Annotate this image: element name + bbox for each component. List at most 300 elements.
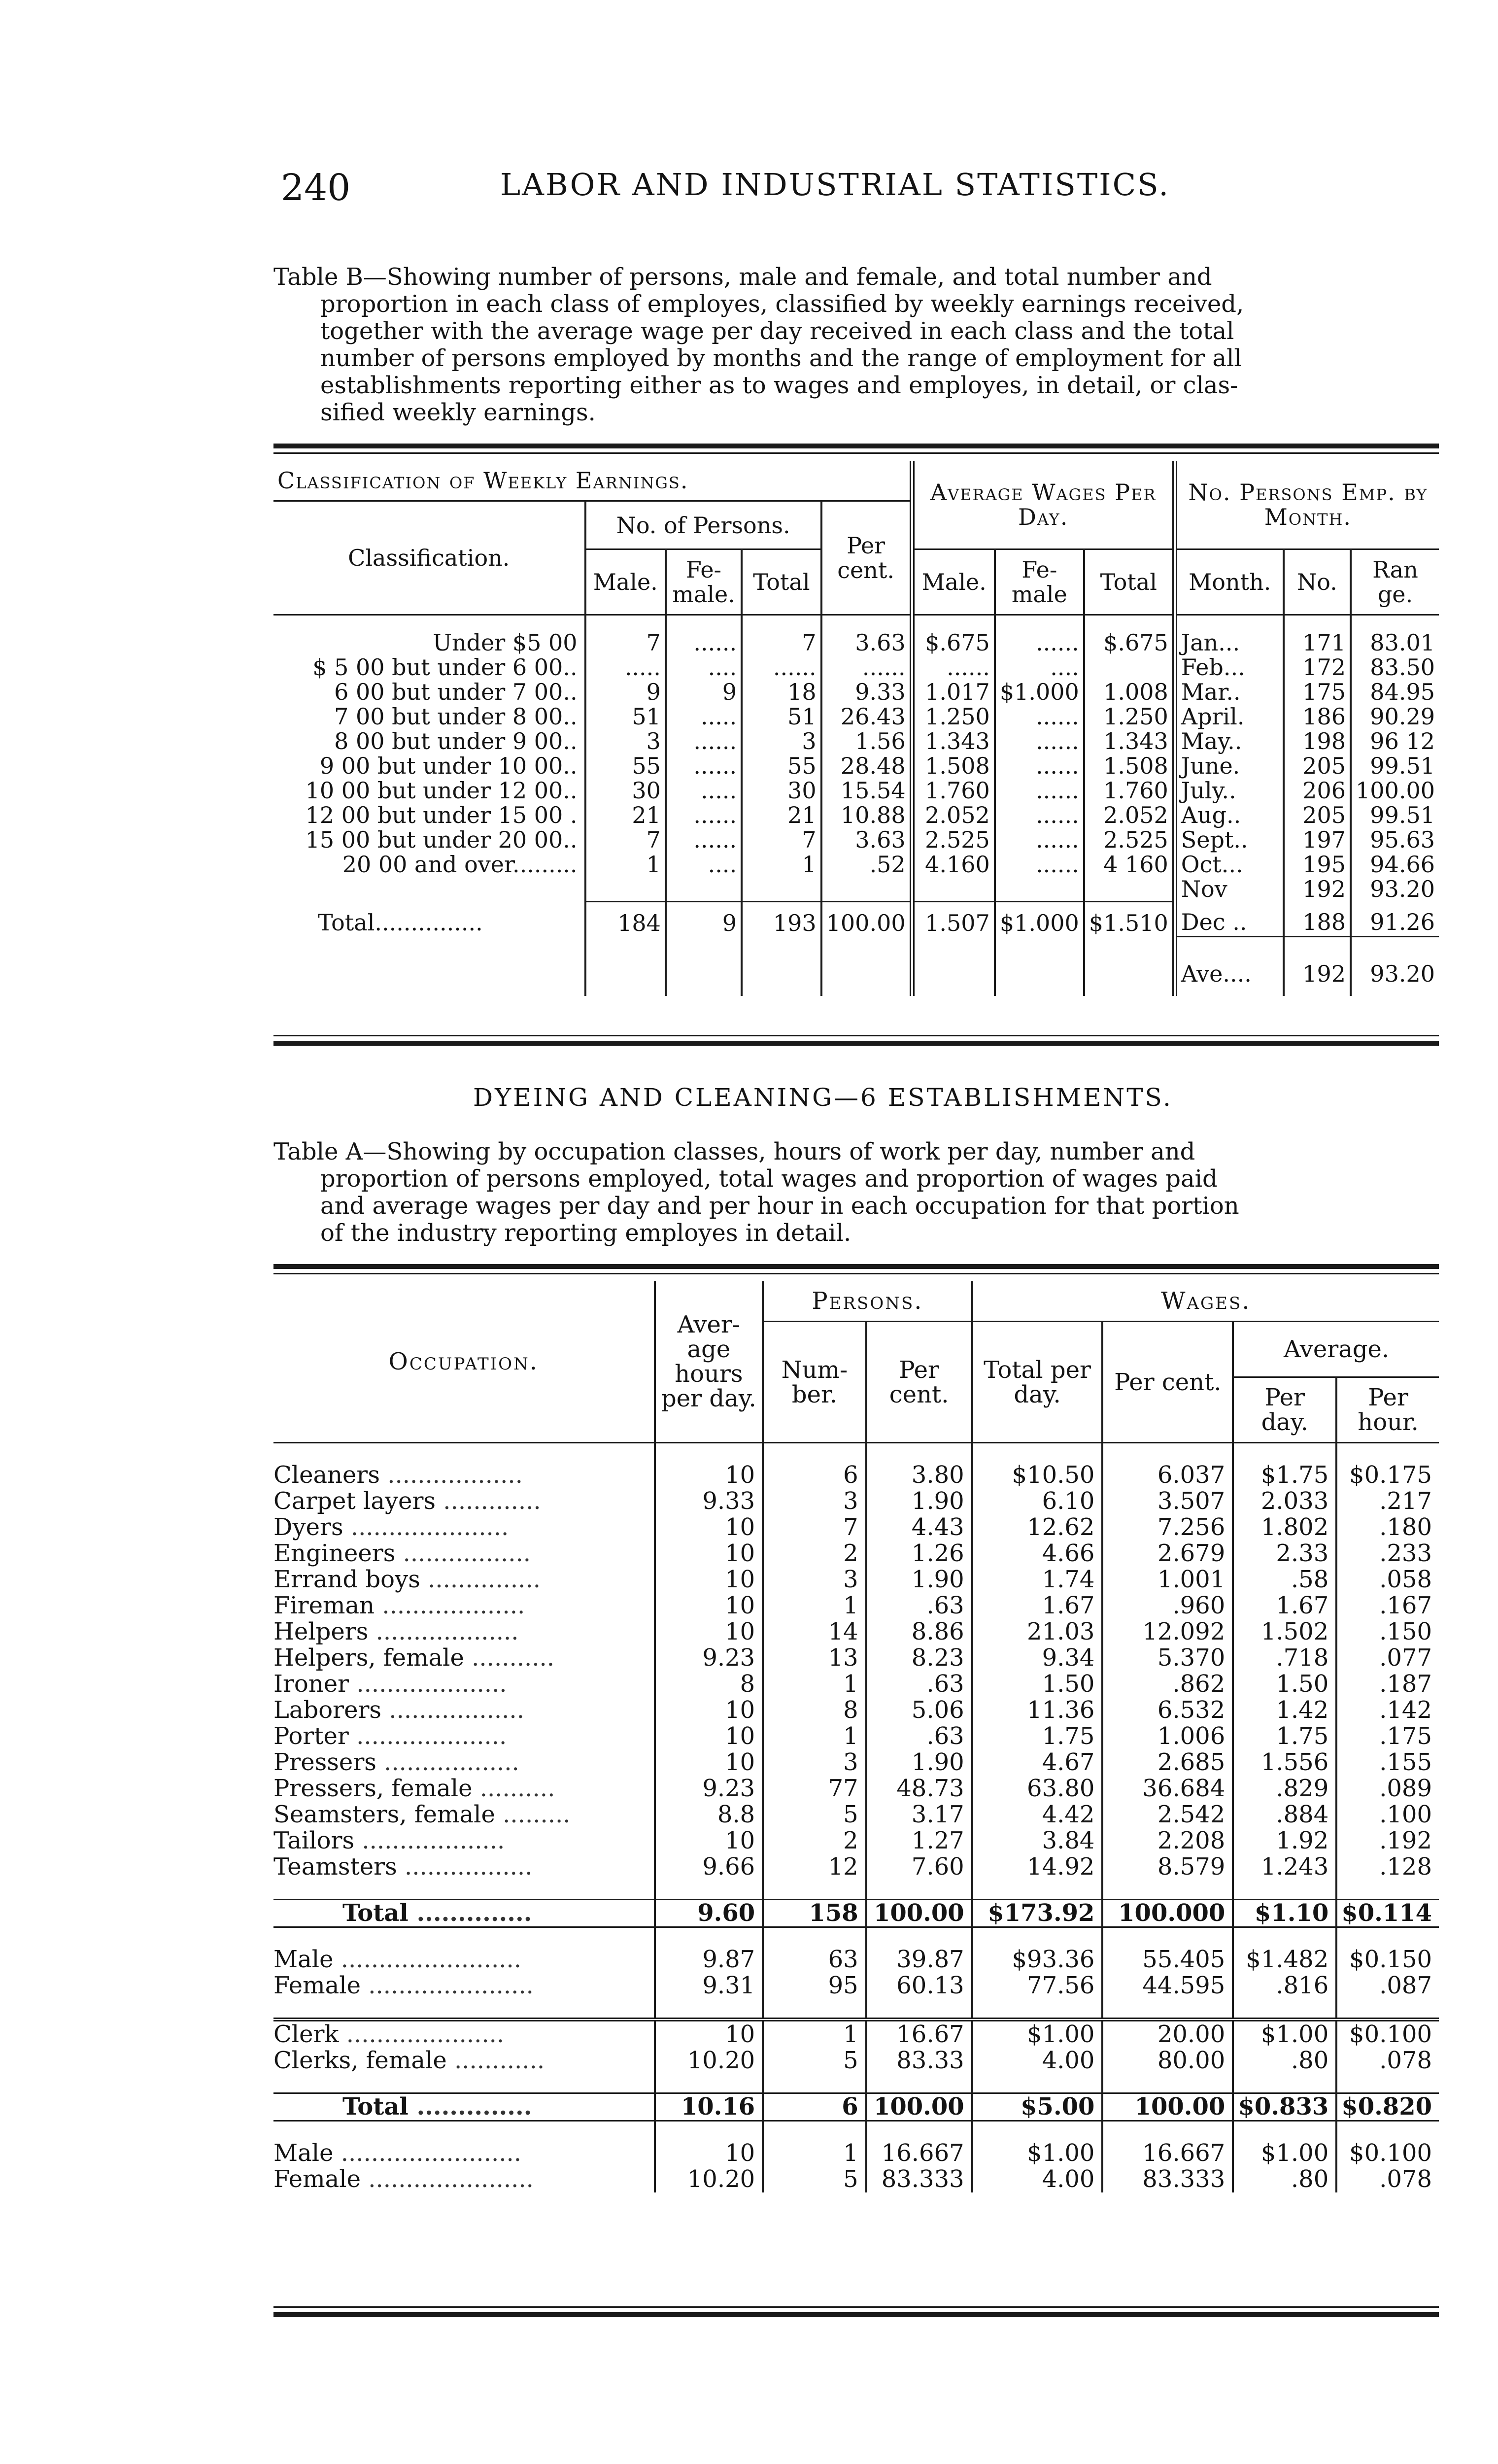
spacer-row [273, 2074, 1439, 2093]
dot-leader: ........................ [333, 1946, 521, 1973]
avg-female-cell: ...... [995, 753, 1084, 778]
occupation-cell [273, 2166, 655, 2192]
occupation-cell [273, 1723, 655, 1749]
per-hour-cell: .233 [1336, 1540, 1439, 1567]
avg-male-header: Male. [912, 549, 995, 615]
occupation-label: Clerk [273, 2020, 339, 2048]
table-row [273, 1488, 1439, 1514]
total-cell: 55 [742, 753, 821, 778]
per-hour-cell: .175 [1336, 1723, 1439, 1749]
dot-leader: ..................... [343, 1513, 509, 1541]
wages-per-cent-header: Per cent. [1102, 1322, 1233, 1443]
wages-per-cent-cell: .960 [1102, 1593, 1233, 1619]
occupation-label: Clerks, female [273, 2047, 447, 2074]
per-day-cell: $1.75 [1233, 1462, 1336, 1488]
per-day-cell: 1.502 [1233, 1619, 1336, 1645]
hours-cell: 10.20 [655, 2048, 763, 2074]
caption-line: together with the average wage per day received in each class and the total [320, 317, 1234, 345]
male-cell: 184 [585, 901, 666, 937]
table-row [273, 1947, 1439, 1973]
month-cell: Jan... [1175, 630, 1284, 655]
dot-leader: ...................... [360, 1972, 534, 1999]
number-cell: 6 [763, 1462, 866, 1488]
wages-per-cent-cell: 44.595 [1102, 1973, 1233, 1999]
avg-total-cell: $1.510 [1084, 901, 1175, 937]
female-cell: ..... [666, 704, 742, 729]
per-hour-cell: $0.150 [1336, 1947, 1439, 1973]
total-wages-cell: 4.67 [972, 1749, 1103, 1776]
per-cent-cell: 16.667 [866, 2140, 972, 2166]
hours-cell: 10.16 [655, 2093, 763, 2121]
table-row [273, 1973, 1439, 1999]
hours-cell: 10 [655, 1828, 763, 1854]
avg-total-cell [1084, 655, 1175, 680]
caption-line: establishments reporting either as to wages and employes, in detail, or clas- [320, 372, 1238, 399]
female-cell: ...... [666, 729, 742, 753]
male-cell: 30 [585, 778, 666, 803]
per-day-cell: .80 [1233, 2166, 1336, 2192]
total-wages-cell: 4.42 [972, 1802, 1103, 1828]
table-row [273, 827, 1439, 852]
wages-per-cent-cell: 2.542 [1102, 1802, 1233, 1828]
avg-total-header: Total [1084, 549, 1175, 615]
range-cell: 84.95 [1351, 680, 1439, 704]
range-cell: 94.66 [1351, 852, 1439, 877]
hours-cell: 10.20 [655, 2166, 763, 2192]
number-cell: 2 [763, 1540, 866, 1567]
table-b-bottom-rule [273, 1041, 1439, 1046]
dot-leader: ........................ [333, 2139, 521, 2167]
no-cell: 188 [1284, 901, 1351, 937]
per-cent-cell: 5.06 [866, 1697, 972, 1723]
per-day-cell: .829 [1233, 1776, 1336, 1802]
per-cent-cell: 39.87 [866, 1947, 972, 1973]
avg-total-cell: 1.343 [1084, 729, 1175, 753]
occupation-cell [273, 1593, 655, 1619]
wages-header: Wages. [972, 1281, 1439, 1322]
occupation-cell [273, 1540, 655, 1567]
per-day-cell: $1.482 [1233, 1947, 1336, 1973]
table-b-caption [273, 264, 1439, 426]
per-hour-cell: .217 [1336, 1488, 1439, 1514]
month-cell: Ave.... [1175, 937, 1284, 996]
hours-cell: 10 [655, 1723, 763, 1749]
pct-cell: ...... [821, 655, 912, 680]
per-day-cell: 2.33 [1233, 1540, 1336, 1567]
wages-per-cent-cell: 83.333 [1102, 2166, 1233, 2192]
table-row [273, 680, 1439, 704]
hours-cell: 10 [655, 1593, 763, 1619]
per-day-cell: .884 [1233, 1802, 1336, 1828]
table-row [273, 1619, 1439, 1645]
avg-total-cell: 2.525 [1084, 827, 1175, 852]
avg-male-cell: 1.017 [912, 680, 995, 704]
wages-per-cent-cell: 20.00 [1102, 2019, 1233, 2048]
number-cell: 12 [763, 1854, 866, 1880]
month-cell: Dec .. [1175, 901, 1284, 937]
caption-line: Table B—Showing number of persons, male and female, and total number and [273, 263, 1212, 291]
total-wages-cell: $10.50 [972, 1462, 1103, 1488]
total-cell: 1 [742, 852, 821, 877]
hours-header: Aver-age hours per day. [655, 1281, 763, 1443]
range-cell: 83.50 [1351, 655, 1439, 680]
no-cell: 205 [1284, 753, 1351, 778]
table-a [273, 1281, 1439, 2192]
class-cell: 8 00 but under 9 00.. [334, 728, 578, 754]
range-cell: 100.00 [1351, 778, 1439, 803]
per-cent-cell: 48.73 [866, 1776, 972, 1802]
table-row [273, 2166, 1439, 2192]
caption-line: and average wages per day and per hour in each occupation for that portion [320, 1192, 1239, 1220]
wages-per-cent-cell: 100.00 [1102, 2093, 1233, 2121]
table-a-top-rule [273, 1264, 1439, 1269]
caption-line: number of persons employed by months and the range of employment for all [320, 344, 1242, 372]
pct-cell: 1.56 [821, 729, 912, 753]
classification-group-header: Classification of Weekly Earnings. [273, 461, 912, 501]
month-cell: June. [1175, 753, 1284, 778]
avg-female-cell: .... [995, 655, 1084, 680]
per-hour-cell: .180 [1336, 1514, 1439, 1540]
month-cell: Oct... [1175, 852, 1284, 877]
total-cell: 7 [742, 630, 821, 655]
per-hour-cell: .078 [1336, 2048, 1439, 2074]
no-cell: 171 [1284, 630, 1351, 655]
range-header: Ran ge. [1351, 549, 1439, 615]
number-cell: 5 [763, 2166, 866, 2192]
pct-cell: 3.63 [821, 827, 912, 852]
hours-cell: 9.33 [655, 1488, 763, 1514]
total-wages-cell: 77.56 [972, 1973, 1103, 1999]
range-cell: 83.01 [1351, 630, 1439, 655]
dot-leader: ...................... [360, 2165, 534, 2193]
spacer-row [273, 1999, 1439, 2019]
no-cell: 205 [1284, 803, 1351, 827]
hours-cell: 9.23 [655, 1776, 763, 1802]
hours-cell: 10 [655, 1697, 763, 1723]
total-header: Total [742, 549, 821, 615]
male-cell: 3 [585, 729, 666, 753]
total-wages-cell: 4.00 [972, 2048, 1103, 2074]
table-row [273, 1462, 1439, 1488]
hours-cell: 9.66 [655, 1854, 763, 1880]
male-cell: 55 [585, 753, 666, 778]
hours-cell: 10 [655, 1749, 763, 1776]
per-cent-cell: 83.333 [866, 2166, 972, 2192]
table-a-top-rule-thin [273, 1273, 1439, 1274]
month-cell: Aug.. [1175, 803, 1284, 827]
per-cent-cell: .63 [866, 1723, 972, 1749]
female-cell: ...... [666, 753, 742, 778]
occupation-cell [273, 2140, 655, 2166]
pct-cell: 15.54 [821, 778, 912, 803]
table-row [273, 778, 1439, 803]
occupation-label: Total [342, 2093, 409, 2121]
hours-cell: 10 [655, 1619, 763, 1645]
table-row [273, 1567, 1439, 1593]
per-cent-cell: 7.60 [866, 1854, 972, 1880]
no-cell: 197 [1284, 827, 1351, 852]
page-number: 240 [281, 167, 351, 209]
table-row [273, 852, 1439, 877]
total-label: Total............... [318, 909, 483, 936]
occupation-label: Tailors [273, 1827, 355, 1854]
table-row [273, 1776, 1439, 1802]
female-header: Fe-male. [666, 549, 742, 615]
occupation-label: Pressers, female [273, 1775, 473, 1802]
hours-cell: 8.8 [655, 1802, 763, 1828]
total-wages-cell: $93.36 [972, 1947, 1103, 1973]
female-cell: ...... [666, 630, 742, 655]
number-cell: 8 [763, 1697, 866, 1723]
per-day-cell: $1.10 [1233, 1900, 1336, 1927]
total-cell: 7 [742, 827, 821, 852]
per-hour-cell: .167 [1336, 1593, 1439, 1619]
hours-cell: 10 [655, 2019, 763, 2048]
avg-total-cell: 2.052 [1084, 803, 1175, 827]
avg-female-cell: ...... [995, 778, 1084, 803]
avg-female-cell: $1.000 [995, 680, 1084, 704]
female-cell: 9 [666, 680, 742, 704]
table-row [273, 2140, 1439, 2166]
no-cell: 195 [1284, 852, 1351, 877]
table-row [273, 1749, 1439, 1776]
female-cell: .... [666, 655, 742, 680]
wages-per-cent-cell: 1.001 [1102, 1567, 1233, 1593]
no-cell: 192 [1284, 877, 1351, 901]
per-day-cell: 1.556 [1233, 1749, 1336, 1776]
wages-per-cent-cell: 8.579 [1102, 1854, 1233, 1880]
hours-cell: 10 [655, 1514, 763, 1540]
per-hour-cell: .087 [1336, 1973, 1439, 1999]
avg-male-cell: 1.507 [912, 901, 995, 937]
per-day-cell: $1.00 [1233, 2019, 1336, 2048]
male-cell: 21 [585, 803, 666, 827]
avg-male-cell: 4.160 [912, 852, 995, 877]
wages-per-cent-cell: 2.208 [1102, 1828, 1233, 1854]
total-cell: 51 [742, 704, 821, 729]
avg-male-cell: 1.250 [912, 704, 995, 729]
per-hour-cell: $0.175 [1336, 1462, 1439, 1488]
table-row [273, 2048, 1439, 2074]
number-cell: 14 [763, 1619, 866, 1645]
per-cent-cell: 1.27 [866, 1828, 972, 1854]
female-cell: .... [666, 852, 742, 877]
hours-cell: 9.87 [655, 1947, 763, 1973]
number-cell: 3 [763, 1488, 866, 1514]
wages-per-cent-cell: 2.685 [1102, 1749, 1233, 1776]
per-cent-cell: 3.17 [866, 1802, 972, 1828]
per-day-cell: 2.033 [1233, 1488, 1336, 1514]
range-cell: 99.51 [1351, 803, 1439, 827]
table-b-top-rule [273, 444, 1439, 448]
number-cell: 1 [763, 1593, 866, 1619]
dot-leader: .................. [381, 1696, 524, 1724]
pct-cell: 3.63 [821, 630, 912, 655]
table-row [273, 1671, 1439, 1697]
hours-cell: 10 [655, 1540, 763, 1567]
occupation-cell [273, 1947, 655, 1973]
avg-female-cell: ...... [995, 704, 1084, 729]
range-cell: 99.51 [1351, 753, 1439, 778]
dot-leader: .............. [408, 1899, 532, 1927]
occupation-label: Male [273, 1946, 334, 1973]
avg-total-cell: 4 160 [1084, 852, 1175, 877]
per-day-cell: 1.243 [1233, 1854, 1336, 1880]
occupation-cell [273, 1854, 655, 1880]
wages-per-cent-cell: 80.00 [1102, 2048, 1233, 2074]
no-of-persons-header: No. of Persons. [585, 501, 821, 549]
per-cent-cell: 8.23 [866, 1645, 972, 1671]
table-row [273, 1802, 1439, 1828]
table-row [273, 630, 1439, 655]
per-hour-cell: $0.100 [1336, 2140, 1439, 2166]
per-hour-cell: .077 [1336, 1645, 1439, 1671]
per-hour-cell: .187 [1336, 1671, 1439, 1697]
wages-per-cent-cell: 3.507 [1102, 1488, 1233, 1514]
occupation-cell [273, 1900, 655, 1927]
occupation-label: Male [273, 2139, 334, 2167]
occupation-cell [273, 2093, 655, 2121]
occupation-label: Laborers [273, 1696, 382, 1724]
no-cell: 186 [1284, 704, 1351, 729]
month-cell: Sept.. [1175, 827, 1284, 852]
avg-total-cell: $.675 [1084, 630, 1175, 655]
total-cell: 3 [742, 729, 821, 753]
female-cell: ..... [666, 778, 742, 803]
total-wages-cell: 4.66 [972, 1540, 1103, 1567]
occupation-label: Engineers [273, 1540, 396, 1567]
average-row [273, 937, 1439, 996]
range-cell: 90.29 [1351, 704, 1439, 729]
spacer-row [273, 2121, 1439, 2141]
per-cent-cell: .63 [866, 1671, 972, 1697]
range-cell: 95.63 [1351, 827, 1439, 852]
total-cell: 21 [742, 803, 821, 827]
number-cell: 6 [763, 2093, 866, 2121]
table-row [273, 704, 1439, 729]
avg-total-cell: 1.760 [1084, 778, 1175, 803]
running-title: LABOR AND INDUSTRIAL STATISTICS. [500, 167, 1170, 203]
table-row [273, 1723, 1439, 1749]
avg-total-cell: 1.008 [1084, 680, 1175, 704]
number-cell: 3 [763, 1749, 866, 1776]
number-cell: 1 [763, 1671, 866, 1697]
month-header: Month. [1175, 549, 1284, 615]
occupation-label: Cleaners [273, 1461, 380, 1489]
occupation-label: Ironer [273, 1670, 349, 1698]
hours-cell: 9.31 [655, 1973, 763, 1999]
class-cell: 12 00 but under 15 00 . [305, 802, 578, 828]
number-cell: 7 [763, 1514, 866, 1540]
wages-per-cent-cell: 1.006 [1102, 1723, 1233, 1749]
occupation-label: Pressers [273, 1748, 376, 1776]
female-cell: ...... [666, 827, 742, 852]
range-cell: 96 12 [1351, 729, 1439, 753]
total-wages-cell: $173.92 [972, 1900, 1103, 1927]
number-cell: 1 [763, 2140, 866, 2166]
hours-cell: 10 [655, 1462, 763, 1488]
per-day-cell: .718 [1233, 1645, 1336, 1671]
wages-per-cent-cell: 100.000 [1102, 1900, 1233, 1927]
table-row [273, 877, 1439, 901]
per-day-cell: 1.92 [1233, 1828, 1336, 1854]
table-row [273, 753, 1439, 778]
dot-leader: .................. [380, 1461, 523, 1489]
caption-line: proportion of persons employed, total wages and proportion of wages paid [320, 1165, 1218, 1193]
per-hour-cell: $0.100 [1336, 2019, 1439, 2048]
number-cell: 63 [763, 1947, 866, 1973]
per-day-cell: 1.50 [1233, 1671, 1336, 1697]
avg-total-cell: 1.250 [1084, 704, 1175, 729]
number-cell: 3 [763, 1567, 866, 1593]
month-cell: April. [1175, 704, 1284, 729]
spacer-row [273, 1927, 1439, 1947]
per-day-cell: $0.833 [1233, 2093, 1336, 2121]
dot-leader: ................... [354, 1827, 505, 1854]
dot-leader: ................. [397, 1853, 533, 1881]
no-header: No. [1284, 549, 1351, 615]
per-cent-cell: 1.90 [866, 1488, 972, 1514]
avg-male-cell: 1.343 [912, 729, 995, 753]
per-hour-cell: .078 [1336, 2166, 1439, 2192]
per-cent-cell: 60.13 [866, 1973, 972, 1999]
section-title: DYEING AND CLEANING—6 ESTABLISHMENTS. [473, 1083, 1173, 1112]
pct-cell: .52 [821, 852, 912, 877]
total-wages-cell: 6.10 [972, 1488, 1103, 1514]
avg-total-cell: 1.508 [1084, 753, 1175, 778]
per-cent-cell: 1.90 [866, 1749, 972, 1776]
table-row [273, 1828, 1439, 1854]
total-row [273, 1900, 1439, 1927]
no-cell: 172 [1284, 655, 1351, 680]
female-cell: ...... [666, 803, 742, 827]
wages-per-cent-cell: .862 [1102, 1671, 1233, 1697]
persons-by-month-header: No. Persons Emp. by Month. [1175, 461, 1439, 549]
total-wages-cell: 63.80 [972, 1776, 1103, 1802]
total-wages-cell: 12.62 [972, 1514, 1103, 1540]
dot-leader: ............ [446, 2047, 545, 2074]
occupation-label: Dyers [273, 1513, 343, 1541]
hours-cell: 9.60 [655, 1900, 763, 1927]
avg-female-cell: ...... [995, 852, 1084, 877]
per-cent-header: Per cent. [821, 501, 912, 615]
per-cent-cell: 8.86 [866, 1619, 972, 1645]
avg-female-cell: $1.000 [995, 901, 1084, 937]
avg-female-cell: ...... [995, 729, 1084, 753]
pct-cell: 10.88 [821, 803, 912, 827]
total-wages-cell: 1.67 [972, 1593, 1103, 1619]
occupation-label: Teamsters [273, 1853, 397, 1881]
number-cell: 2 [763, 1828, 866, 1854]
number-cell: 13 [763, 1645, 866, 1671]
total-row [273, 2093, 1439, 2121]
per-cent-cell: 1.90 [866, 1567, 972, 1593]
occupation-cell [273, 1645, 655, 1671]
table-a-bottom-rule [273, 2312, 1439, 2317]
occupation-cell [273, 1973, 655, 1999]
avg-female-cell: ...... [995, 827, 1084, 852]
class-cell: 7 00 but under 8 00.. [334, 703, 578, 730]
occupation-label: Porter [273, 1722, 349, 1750]
avg-female-cell: ...... [995, 803, 1084, 827]
per-cent-cell: 3.80 [866, 1462, 972, 1488]
dot-leader: ................... [368, 1618, 519, 1645]
wages-per-cent-cell: 55.405 [1102, 1947, 1233, 1973]
occupation-label: Seamsters, female [273, 1801, 495, 1828]
hours-cell: 10 [655, 2140, 763, 2166]
month-cell: Mar.. [1175, 680, 1284, 704]
range-cell: 93.20 [1351, 877, 1439, 901]
